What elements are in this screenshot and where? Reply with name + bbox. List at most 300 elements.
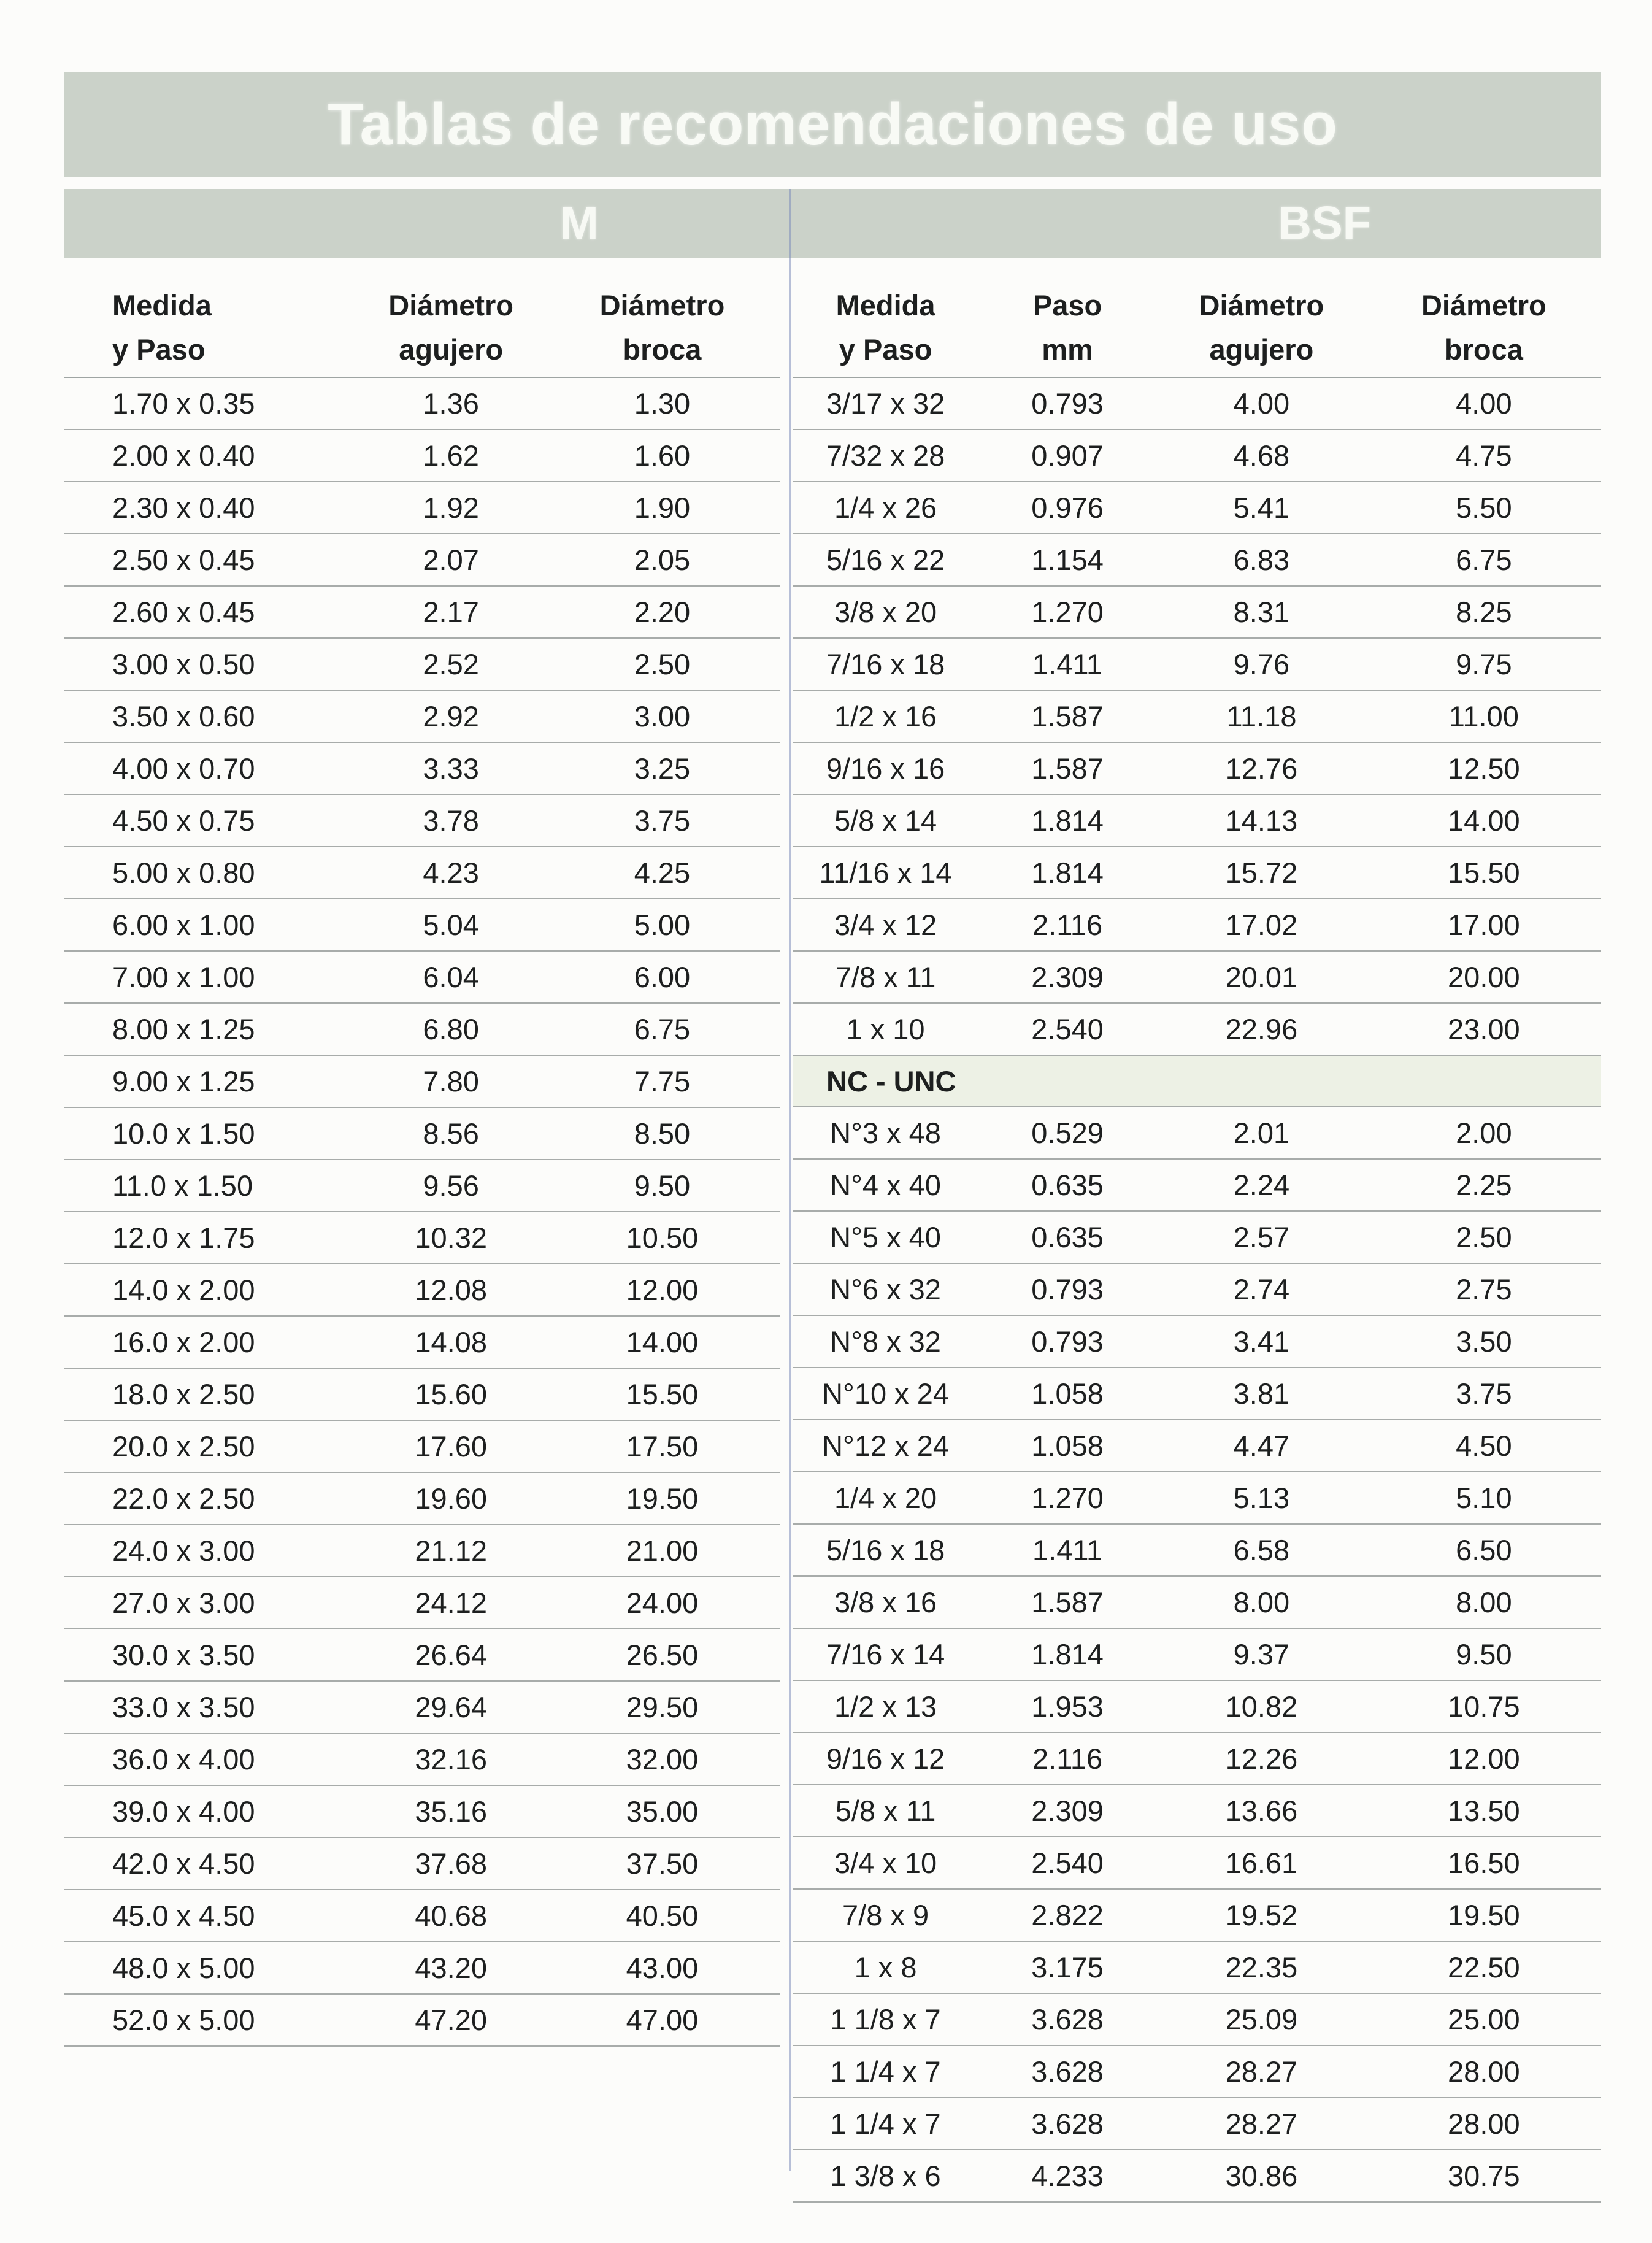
table-row <box>64 639 780 691</box>
table-cell: 3.50 <box>1456 1325 1512 1358</box>
table-row <box>793 1160 1601 1212</box>
table-cell: 0.635 <box>1031 1169 1104 1201</box>
table-cell: 3.628 <box>1031 2107 1104 2140</box>
table-cell: 28.27 <box>1225 2055 1298 2088</box>
table-row <box>64 1160 780 1212</box>
table-cell: 25.09 <box>1225 2003 1298 2036</box>
table-cell: 9/16 x 12 <box>826 1742 945 1775</box>
title-band <box>64 72 1601 177</box>
table-cell: 8.56 <box>423 1117 479 1150</box>
table-cell: 37.68 <box>415 1847 487 1880</box>
table-row <box>793 795 1601 847</box>
table-cell: 12.08 <box>415 1274 487 1306</box>
table-row <box>64 1108 780 1160</box>
table-cell: 2.60 x 0.45 <box>112 596 255 628</box>
table-row <box>793 691 1601 743</box>
table-cell: 7.00 x 1.00 <box>112 961 255 993</box>
table-cell: 0.793 <box>1031 1273 1104 1306</box>
table-cell: 10.75 <box>1448 1690 1520 1723</box>
table-row <box>793 1994 1601 2046</box>
table-row <box>64 1682 780 1734</box>
header-diametro-broca: Diámetro broca <box>1421 289 1546 366</box>
table-cell: 3.33 <box>423 752 479 785</box>
table-cell: 48.0 x 5.00 <box>112 1952 255 1984</box>
table-cell: 16.0 x 2.00 <box>112 1326 255 1358</box>
table-cell: 1 3/8 x 6 <box>830 2160 941 2192</box>
table-cell: 1.270 <box>1031 1482 1104 1514</box>
table-cell: 47.20 <box>415 2004 487 2036</box>
table-cell: 7/32 x 28 <box>826 439 945 472</box>
table-row <box>64 847 780 899</box>
table-cell: 24.12 <box>415 1587 487 1619</box>
table-row <box>793 1733 1601 1785</box>
table-row <box>793 2098 1601 2150</box>
header-diametro-agujero: Diámetro agujero <box>388 289 514 366</box>
bsf-table <box>793 283 1601 2203</box>
table-cell: 3.25 <box>634 752 691 785</box>
table-cell: 6.00 x 1.00 <box>112 909 255 941</box>
table-cell: 15.50 <box>1448 856 1520 889</box>
table-cell: 4.68 <box>1233 439 1290 472</box>
table-row <box>793 899 1601 952</box>
table-cell: 2.309 <box>1031 961 1104 993</box>
table-cell: 5.13 <box>1233 1482 1290 1514</box>
table-cell: 9.56 <box>423 1169 479 1202</box>
table-cell: 40.50 <box>626 1899 699 1932</box>
table-cell: 1 x 8 <box>854 1951 917 1983</box>
table-cell: 11.18 <box>1226 700 1297 733</box>
table-cell: 4.50 <box>1456 1429 1512 1462</box>
table-cell: 1.30 <box>634 387 691 420</box>
table-row <box>64 1786 780 1838</box>
table-cell: 2.57 <box>1233 1221 1290 1253</box>
table-cell: 1 1/4 x 7 <box>830 2055 941 2088</box>
table-row <box>64 795 780 847</box>
table-cell: 37.50 <box>626 1847 699 1880</box>
table-row <box>64 1212 780 1264</box>
table-cell: 6.00 <box>634 961 691 993</box>
table-cell: 7/8 x 11 <box>835 961 936 993</box>
table-cell: 3.00 x 0.50 <box>112 648 255 680</box>
table-cell: 14.00 <box>1448 804 1520 837</box>
table-cell: 6.80 <box>423 1013 479 1045</box>
table-row <box>793 534 1601 587</box>
table-cell: 12.00 <box>626 1274 699 1306</box>
table-cell: 7.75 <box>634 1065 691 1098</box>
table-cell: 9.37 <box>1233 1638 1290 1671</box>
table-cell: 1.92 <box>423 491 479 524</box>
table-row <box>64 1369 780 1421</box>
table-row <box>64 743 780 795</box>
table-cell: 5.00 x 0.80 <box>112 856 255 889</box>
metric-table <box>64 283 780 2047</box>
table-cell: 7/16 x 18 <box>826 648 945 680</box>
table-cell: 16.61 <box>1225 1847 1298 1879</box>
table-cell: 14.13 <box>1225 804 1298 837</box>
table-cell: 24.00 <box>626 1587 699 1619</box>
table-cell: 14.0 x 2.00 <box>112 1274 255 1306</box>
table-row <box>793 1577 1601 1629</box>
table-cell: 1.814 <box>1031 856 1104 889</box>
metric-table-header <box>64 283 780 378</box>
table-cell: 22.35 <box>1225 1951 1298 1983</box>
table-cell: 27.0 x 3.00 <box>112 1587 255 1619</box>
table-cell: 5/8 x 11 <box>835 1795 936 1827</box>
table-cell: 2.05 <box>634 544 691 576</box>
table-cell: 10.50 <box>626 1222 699 1254</box>
table-row <box>793 1316 1601 1368</box>
table-cell: 1.814 <box>1031 804 1104 837</box>
table-row <box>793 1472 1601 1525</box>
table-row <box>64 1525 780 1577</box>
table-row <box>64 1577 780 1629</box>
table-cell: 2.00 x 0.40 <box>112 439 255 472</box>
table-cell: 3.78 <box>423 804 479 837</box>
table-row <box>793 1212 1601 1264</box>
table-cell: 5.41 <box>1233 491 1290 524</box>
table-cell: 9.00 x 1.25 <box>112 1065 255 1098</box>
table-cell: 26.50 <box>626 1639 699 1671</box>
table-cell: 1/2 x 16 <box>834 700 937 733</box>
table-row <box>793 1004 1601 1056</box>
table-cell: 7/16 x 14 <box>826 1638 945 1671</box>
table-cell: 2.75 <box>1456 1273 1512 1306</box>
table-cell: 2.116 <box>1032 909 1103 941</box>
header-medida-paso: Medida y Paso <box>836 289 935 366</box>
table-row <box>793 1785 1601 1837</box>
table-cell: 43.00 <box>626 1952 699 1984</box>
table-row <box>64 691 780 743</box>
table-row <box>64 952 780 1004</box>
table-cell: 4.50 x 0.75 <box>112 804 255 837</box>
table-row <box>64 1473 780 1525</box>
table-cell: 4.25 <box>634 856 691 889</box>
table-cell: 5/16 x 18 <box>826 1534 945 1566</box>
table-cell: 4.233 <box>1031 2160 1104 2192</box>
table-cell: 1.36 <box>423 387 479 420</box>
table-cell: 0.793 <box>1031 387 1104 420</box>
section-label-metric: M <box>559 197 599 250</box>
bsf-table-header <box>793 283 1601 378</box>
table-cell: 8.25 <box>1456 596 1512 628</box>
table-cell: 19.50 <box>626 1482 699 1515</box>
table-row <box>793 1942 1601 1994</box>
table-cell: 18.0 x 2.50 <box>112 1378 255 1410</box>
table-row <box>64 534 780 587</box>
table-cell: 5.00 <box>634 909 691 941</box>
table-cell: 3/4 x 12 <box>834 909 937 941</box>
table-cell: 1/4 x 20 <box>834 1482 937 1514</box>
table-cell: N°5 x 40 <box>830 1221 941 1253</box>
table-cell: 42.0 x 4.50 <box>112 1847 255 1880</box>
table-cell: 33.0 x 3.50 <box>112 1691 255 1723</box>
table-cell: 2.24 <box>1233 1169 1290 1201</box>
table-cell: 9.75 <box>1456 648 1512 680</box>
table-cell: 8.00 x 1.25 <box>112 1013 255 1045</box>
table-row <box>64 1734 780 1786</box>
table-cell: 3.628 <box>1031 2055 1104 2088</box>
table-cell: 39.0 x 4.00 <box>112 1795 255 1828</box>
table-row <box>793 1264 1601 1316</box>
table-cell: 2.01 <box>1233 1117 1290 1149</box>
header-diametro-agujero: Diámetro agujero <box>1199 289 1324 366</box>
table-cell: N°12 x 24 <box>822 1429 950 1462</box>
table-cell: 3/4 x 10 <box>834 1847 937 1879</box>
table-cell: 10.32 <box>415 1222 487 1254</box>
table-cell: 1.70 x 0.35 <box>112 387 255 420</box>
table-cell: 35.00 <box>626 1795 699 1828</box>
table-cell: 6.04 <box>423 961 479 993</box>
table-cell: 2.92 <box>423 700 479 733</box>
table-cell: 7/8 x 9 <box>842 1899 929 1931</box>
table-cell: 1.587 <box>1031 752 1104 785</box>
table-cell: 7.80 <box>423 1065 479 1098</box>
table-cell: 13.66 <box>1225 1795 1298 1827</box>
table-cell: 12.00 <box>1448 1742 1520 1775</box>
table-row <box>793 1890 1601 1942</box>
table-cell: 1.058 <box>1031 1377 1104 1410</box>
table-cell: 10.0 x 1.50 <box>112 1117 255 1150</box>
table-cell: 3.50 x 0.60 <box>112 700 255 733</box>
header-diametro-broca: Diámetro broca <box>599 289 725 366</box>
table-cell: 13.50 <box>1448 1795 1520 1827</box>
table-row <box>64 1056 780 1108</box>
table-row <box>64 1942 780 1995</box>
table-cell: 0.529 <box>1031 1117 1104 1149</box>
table-cell: 2.17 <box>423 596 479 628</box>
table-cell: 32.00 <box>626 1743 699 1776</box>
page-title: Tablas de recomendaciones de uso <box>328 91 1338 157</box>
table-cell: 1.411 <box>1032 648 1103 680</box>
section-header-band <box>64 189 1601 258</box>
table-row <box>64 378 780 430</box>
table-cell: 9.50 <box>634 1169 691 1202</box>
table-cell: 2.30 x 0.40 <box>112 491 255 524</box>
table-row <box>793 1837 1601 1890</box>
table-cell: 2.309 <box>1031 1795 1104 1827</box>
table-cell: 6.83 <box>1233 544 1290 576</box>
table-divider-line <box>789 189 791 2171</box>
table-cell: N°3 x 48 <box>830 1117 941 1149</box>
table-cell: 11.00 <box>1448 700 1519 733</box>
table-cell: 3/17 x 32 <box>826 387 945 420</box>
table-cell: 40.68 <box>415 1899 487 1932</box>
table-row <box>64 899 780 952</box>
table-cell: 3.75 <box>634 804 691 837</box>
table-cell: 3.175 <box>1031 1951 1104 1983</box>
table-cell: 15.60 <box>415 1378 487 1410</box>
table-cell: 2.540 <box>1031 1013 1104 1045</box>
table-cell: 0.635 <box>1031 1221 1104 1253</box>
table-cell: 4.00 <box>1456 387 1512 420</box>
table-cell: N°10 x 24 <box>822 1377 950 1410</box>
table-cell: 21.12 <box>415 1534 487 1567</box>
table-cell: 52.0 x 5.00 <box>112 2004 255 2036</box>
table-cell: 20.00 <box>1448 961 1520 993</box>
table-cell: 2.20 <box>634 596 691 628</box>
table-cell: 5.50 <box>1456 491 1512 524</box>
table-cell: 2.00 <box>1456 1117 1512 1149</box>
table-cell: 2.50 x 0.45 <box>112 544 255 576</box>
table-cell: 15.50 <box>626 1378 699 1410</box>
table-cell: 4.00 x 0.70 <box>112 752 255 785</box>
table-cell: 28.00 <box>1448 2107 1520 2140</box>
table-cell: 6.58 <box>1233 1534 1290 1566</box>
table-row <box>793 1629 1601 1681</box>
table-cell: 17.02 <box>1225 909 1298 941</box>
table-cell: 22.96 <box>1225 1013 1298 1045</box>
table-cell: 1.60 <box>634 439 691 472</box>
metric-table-body <box>64 378 780 2047</box>
table-cell: 3/8 x 20 <box>834 596 937 628</box>
table-cell: 6.75 <box>1456 544 1512 576</box>
table-cell: 29.50 <box>626 1691 699 1723</box>
table-cell: 3.628 <box>1031 2003 1104 2036</box>
table-row <box>64 1995 780 2047</box>
bsf-table-body <box>793 378 1601 1056</box>
table-cell: 9.50 <box>1456 1638 1512 1671</box>
table-cell: 12.50 <box>1448 752 1520 785</box>
table-cell: 1.154 <box>1031 544 1104 576</box>
table-cell: 30.0 x 3.50 <box>112 1639 255 1671</box>
table-cell: 1.90 <box>634 491 691 524</box>
table-cell: 4.75 <box>1456 439 1512 472</box>
table-cell: 35.16 <box>415 1795 487 1828</box>
table-row <box>64 1838 780 1890</box>
table-cell: 19.60 <box>415 1482 487 1515</box>
table-cell: 19.52 <box>1225 1899 1298 1931</box>
table-cell: 12.0 x 1.75 <box>112 1222 255 1254</box>
table-cell: 14.08 <box>415 1326 487 1358</box>
nc-unc-table-body <box>793 1107 1601 2203</box>
table-cell: 36.0 x 4.00 <box>112 1743 255 1776</box>
table-cell: 24.0 x 3.00 <box>112 1534 255 1567</box>
header-paso-mm: Paso mm <box>1032 289 1102 366</box>
table-row <box>64 1890 780 1942</box>
table-cell: 20.01 <box>1225 961 1298 993</box>
table-row <box>793 430 1601 482</box>
table-row <box>793 1107 1601 1160</box>
table-cell: 1 x 10 <box>846 1013 925 1045</box>
table-cell: 2.74 <box>1233 1273 1290 1306</box>
table-cell: 1.058 <box>1031 1429 1104 1462</box>
table-row <box>793 2046 1601 2098</box>
table-cell: 1.62 <box>423 439 479 472</box>
table-cell: 45.0 x 4.50 <box>112 1899 255 1932</box>
table-cell: 9/16 x 16 <box>826 752 945 785</box>
table-cell: 14.00 <box>626 1326 699 1358</box>
table-cell: 2.116 <box>1032 1742 1103 1775</box>
table-cell: 2.822 <box>1031 1899 1104 1931</box>
table-cell: 19.50 <box>1448 1899 1520 1931</box>
table-cell: 2.25 <box>1456 1169 1512 1201</box>
table-cell: 28.00 <box>1448 2055 1520 2088</box>
table-cell: 25.00 <box>1448 2003 1520 2036</box>
table-row <box>64 430 780 482</box>
table-row <box>793 378 1601 430</box>
table-cell: 5.10 <box>1456 1482 1512 1514</box>
table-cell: 5.04 <box>423 909 479 941</box>
table-cell: N°8 x 32 <box>830 1325 941 1358</box>
table-cell: 6.75 <box>634 1013 691 1045</box>
table-cell: N°6 x 32 <box>830 1273 941 1306</box>
table-cell: 11/16 x 14 <box>819 856 952 889</box>
table-cell: 1 1/8 x 7 <box>830 2003 941 2036</box>
table-row <box>64 1629 780 1682</box>
table-row <box>793 639 1601 691</box>
table-cell: 26.64 <box>415 1639 487 1671</box>
table-cell: 15.72 <box>1225 856 1298 889</box>
table-row <box>793 743 1601 795</box>
table-cell: 22.0 x 2.50 <box>112 1482 255 1515</box>
section-label-bsf: BSF <box>1278 197 1372 250</box>
table-cell: 10.82 <box>1225 1690 1298 1723</box>
table-cell: 1.814 <box>1031 1638 1104 1671</box>
table-row <box>64 1004 780 1056</box>
table-cell: 5/8 x 14 <box>834 804 937 837</box>
table-cell: 17.60 <box>415 1430 487 1463</box>
table-cell: 0.907 <box>1031 439 1104 472</box>
table-cell: 0.793 <box>1031 1325 1104 1358</box>
table-cell: 4.23 <box>423 856 479 889</box>
table-cell: 1.411 <box>1032 1534 1103 1566</box>
table-cell: 6.50 <box>1456 1534 1512 1566</box>
table-cell: 1/2 x 13 <box>834 1690 937 1723</box>
table-cell: 22.50 <box>1448 1951 1520 1983</box>
table-cell: 2.50 <box>1456 1221 1512 1253</box>
table-cell: 8.31 <box>1233 596 1290 628</box>
table-cell: 3.00 <box>634 700 691 733</box>
table-cell: 2.540 <box>1031 1847 1104 1879</box>
table-cell: 1.953 <box>1031 1690 1104 1723</box>
table-row <box>64 1264 780 1317</box>
table-cell: 17.50 <box>626 1430 699 1463</box>
table-cell: 12.76 <box>1225 752 1298 785</box>
table-row <box>793 482 1601 534</box>
table-row <box>793 1681 1601 1733</box>
table-cell: 1.587 <box>1031 700 1104 733</box>
table-row <box>64 482 780 534</box>
table-row <box>793 1420 1601 1472</box>
table-cell: 30.75 <box>1448 2160 1520 2192</box>
table-row <box>793 952 1601 1004</box>
table-cell: 0.976 <box>1031 491 1104 524</box>
table-cell: 47.00 <box>626 2004 699 2036</box>
table-row <box>64 587 780 639</box>
table-cell: 1.587 <box>1031 1586 1104 1618</box>
table-cell: 2.52 <box>423 648 479 680</box>
table-cell: 3.81 <box>1233 1377 1290 1410</box>
table-cell: 30.86 <box>1225 2160 1298 2192</box>
table-row <box>64 1317 780 1369</box>
table-row <box>64 1421 780 1473</box>
nc-unc-section-header <box>793 1056 1601 1107</box>
table-cell: N°4 x 40 <box>830 1169 941 1201</box>
table-cell: 20.0 x 2.50 <box>112 1430 255 1463</box>
table-row <box>793 2150 1601 2203</box>
table-cell: 1.270 <box>1031 596 1104 628</box>
table-cell: 2.50 <box>634 648 691 680</box>
table-row <box>793 587 1601 639</box>
table-cell: 8.00 <box>1233 1586 1290 1618</box>
table-cell: 21.00 <box>626 1534 699 1567</box>
table-cell: 9.76 <box>1233 648 1290 680</box>
table-cell: 3.41 <box>1233 1325 1290 1358</box>
table-row <box>793 1368 1601 1420</box>
table-cell: 8.50 <box>634 1117 691 1150</box>
table-cell: 16.50 <box>1448 1847 1520 1879</box>
table-cell: 11.0 x 1.50 <box>112 1169 253 1202</box>
